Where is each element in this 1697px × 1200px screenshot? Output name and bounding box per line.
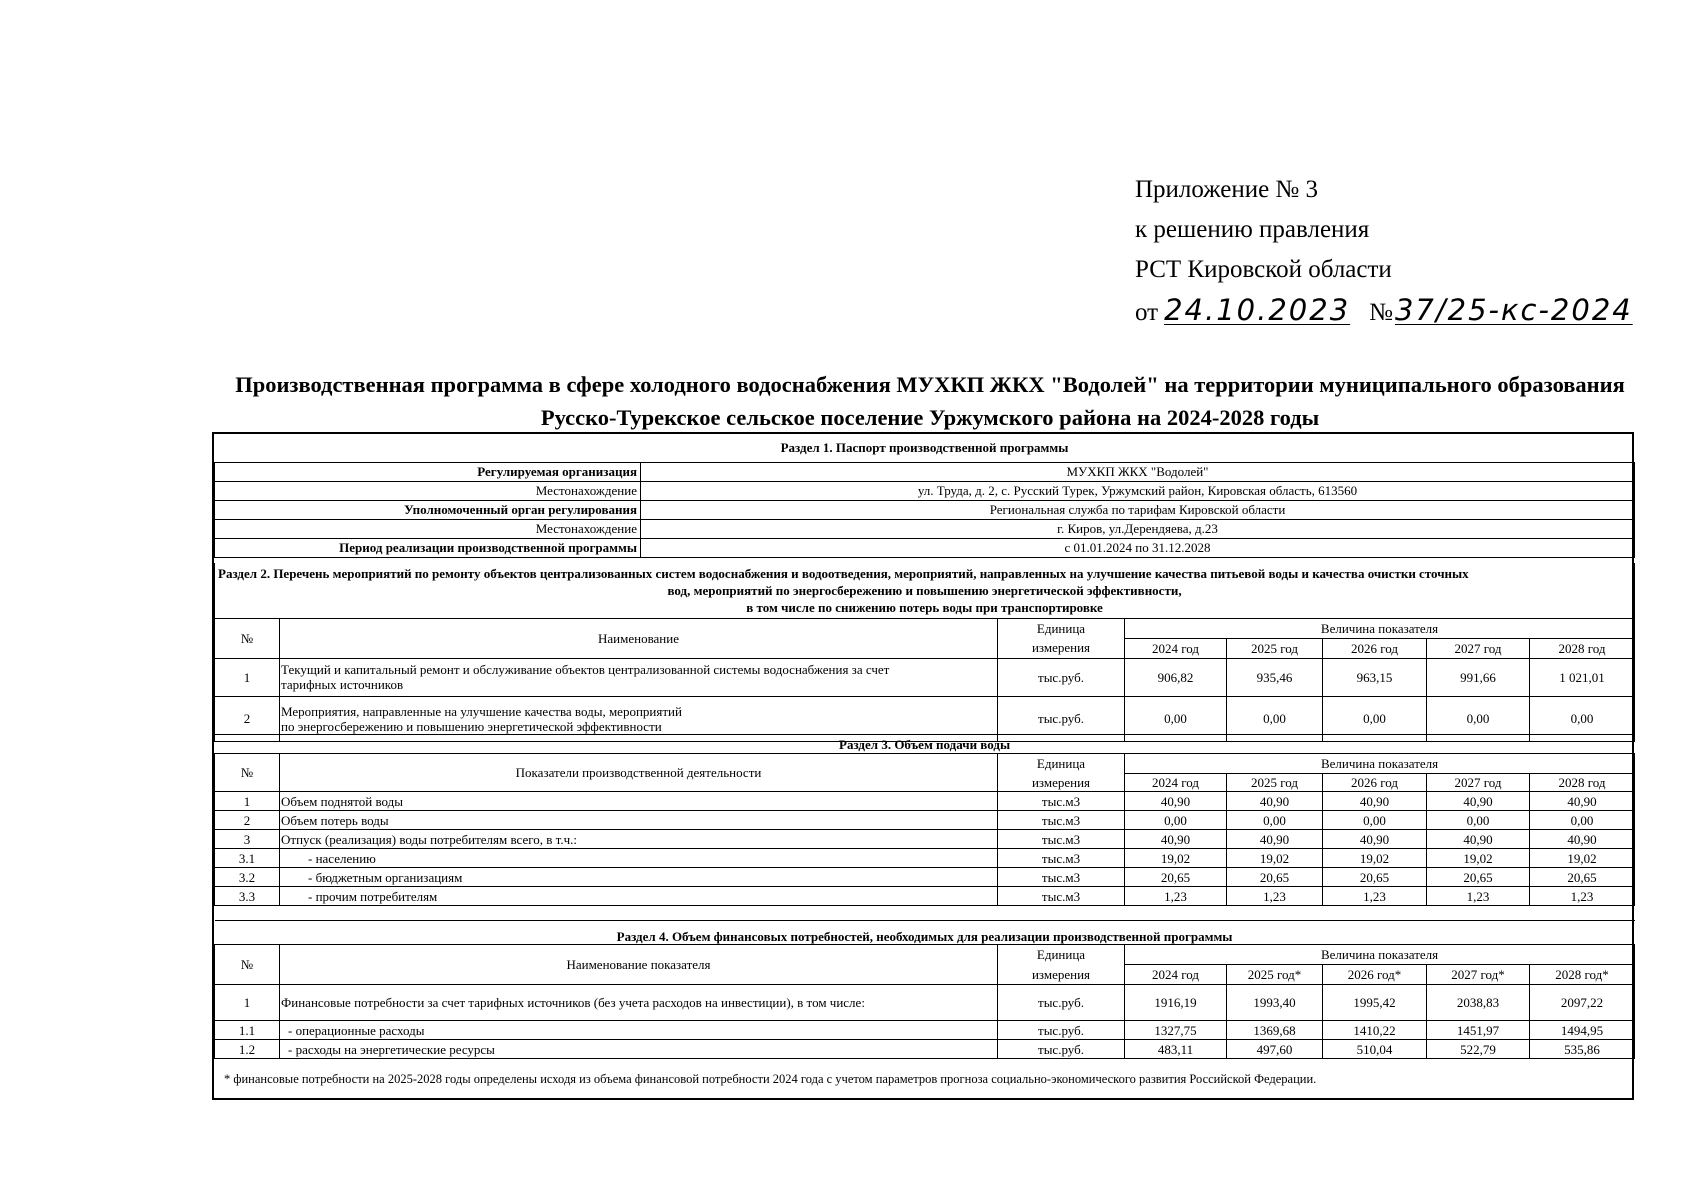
section2-year-header: 2026 год <box>1323 638 1427 658</box>
appendix-number: Приложение № 3 <box>1135 176 1319 203</box>
passport-row <box>215 519 1635 538</box>
supply-value: 0,00 <box>1427 811 1530 830</box>
passport-label: Регулируемая организация <box>215 462 641 481</box>
appendix-block <box>1135 170 1675 333</box>
supply-value: 40,90 <box>1427 830 1530 849</box>
section3-col-unit-1: Единица <box>998 754 1125 774</box>
section4-heading: Раздел 4. Объем финансовых потребностей, необходимых для реализации производственной программы <box>215 921 1635 945</box>
supply-name: - прочим потребителям <box>280 887 998 906</box>
measure-unit: тыс.руб. <box>998 696 1125 741</box>
finance-value: 1410,22 <box>1323 1021 1427 1040</box>
section3-supply-table <box>214 734 1635 906</box>
supply-row <box>215 792 1635 811</box>
supply-value: 1,23 <box>1427 887 1530 906</box>
finance-unit: тыс.руб. <box>998 1040 1125 1059</box>
measure-value: 0,00 <box>1125 696 1227 741</box>
finance-num: 1.1 <box>215 1021 280 1040</box>
section2-year-header: 2028 год <box>1530 638 1635 658</box>
supply-value: 40,90 <box>1323 830 1427 849</box>
document-title-line-1: Производственная программа в сфере холодного водоснабжения МУХКП ЖКХ "Водолей" на территории муниципального образования <box>235 372 1625 397</box>
section3-year-header: 2028 год <box>1530 774 1635 792</box>
measure-value: 0,00 <box>1427 696 1530 741</box>
finance-num: 1.2 <box>215 1040 280 1059</box>
supply-value: 1,23 <box>1530 887 1635 906</box>
supply-num: 3.2 <box>215 868 280 887</box>
finance-value: 1993,40 <box>1227 985 1323 1021</box>
section4-year-header: 2026 год* <box>1323 965 1427 985</box>
supply-value: 40,90 <box>1125 792 1227 811</box>
passport-row <box>215 538 1635 557</box>
supply-row <box>215 830 1635 849</box>
supply-num: 1 <box>215 792 280 811</box>
section4-col-num: № <box>215 945 280 985</box>
section2-col-value: Величина показателя <box>1125 618 1635 638</box>
supply-unit: тыс.м3 <box>998 868 1125 887</box>
supply-name: Объем потерь воды <box>280 811 998 830</box>
section2-year-header: 2027 год <box>1427 638 1530 658</box>
supply-row <box>215 887 1635 906</box>
measure-name <box>280 658 998 696</box>
finance-unit: тыс.руб. <box>998 1021 1125 1040</box>
appendix-decision: к решению правления <box>1135 216 1370 243</box>
measure-value: 991,66 <box>1427 658 1530 696</box>
passport-value: МУХКП ЖКХ "Водолей" <box>641 462 1635 481</box>
measure-name-line-1: Текущий и капитальный ремонт и обслуживание объектов централизованной системы водоснабжения за счет <box>281 662 890 677</box>
section4-col-unit-1: Единица <box>998 945 1125 965</box>
finance-value: 522,79 <box>1427 1040 1530 1059</box>
measure-name-line-2: тарифных источников <box>281 677 404 692</box>
section2-col-num: № <box>215 618 280 658</box>
number-label: № <box>1369 299 1393 326</box>
section4-finance-table <box>214 920 1635 1059</box>
finance-name: - операционные расходы <box>280 1021 998 1040</box>
supply-row <box>215 868 1635 887</box>
finance-value: 1327,75 <box>1125 1021 1227 1040</box>
finance-num: 1 <box>215 985 280 1021</box>
supply-value: 40,90 <box>1323 792 1427 811</box>
section2-year-header: 2024 год <box>1125 638 1227 658</box>
section3-col-unit-2: измерения <box>998 774 1125 792</box>
passport-row <box>215 500 1635 519</box>
measure-value: 0,00 <box>1530 696 1635 741</box>
finance-row <box>215 985 1635 1021</box>
section4-col-name: Наименование показателя <box>280 945 998 985</box>
passport-value: с 01.01.2024 по 31.12.2028 <box>641 538 1635 557</box>
supply-value: 20,65 <box>1323 868 1427 887</box>
finance-value: 1369,68 <box>1227 1021 1323 1040</box>
supply-value: 0,00 <box>1227 811 1323 830</box>
passport-label: Местонахождение <box>215 519 641 538</box>
supply-value: 1,23 <box>1323 887 1427 906</box>
finance-name: Финансовые потребности за счет тарифных источников (без учета расходов на инвестиции), в том числе: <box>280 985 998 1021</box>
finance-value: 2097,22 <box>1530 985 1635 1021</box>
finance-value: 1494,95 <box>1530 1021 1635 1040</box>
supply-unit: тыс.м3 <box>998 811 1125 830</box>
section3-year-header: 2025 год <box>1227 774 1323 792</box>
finance-value: 497,60 <box>1227 1040 1323 1059</box>
supply-num: 2 <box>215 811 280 830</box>
handwritten-number: 37/25-кс-2024 <box>1394 293 1633 327</box>
footnote: * финансовые потребности на 2025-2028 годы определены исходя из объема финансовой потребности 2024 года с учетом параметров прогноза социально-экономического развития Российской Федерации. <box>224 1072 1317 1086</box>
measure-value: 906,82 <box>1125 658 1227 696</box>
supply-value: 20,65 <box>1227 868 1323 887</box>
section2-heading-line-2: вод, мероприятий по энергосбережению и повышению энергетической эффективности, <box>667 582 1182 598</box>
supply-value: 19,02 <box>1530 849 1635 868</box>
finance-row <box>215 1040 1635 1059</box>
supply-value: 19,02 <box>1125 849 1227 868</box>
finance-unit: тыс.руб. <box>998 985 1125 1021</box>
passport-value: г. Киров, ул.Дерендяева, д.23 <box>641 519 1635 538</box>
section3-col-num: № <box>215 754 280 792</box>
passport-row <box>215 462 1635 481</box>
supply-unit: тыс.м3 <box>998 887 1125 906</box>
finance-value: 483,11 <box>1125 1040 1227 1059</box>
measure-num: 2 <box>215 696 280 741</box>
passport-label: Уполномоченный орган регулирования <box>215 500 641 519</box>
section4-col-unit-2: измерения <box>998 965 1125 985</box>
section3-heading: Раздел 3. Объем подачи воды <box>215 735 1635 754</box>
supply-unit: тыс.м3 <box>998 792 1125 811</box>
section2-year-header: 2025 год <box>1227 638 1323 658</box>
supply-value: 0,00 <box>1530 811 1635 830</box>
finance-value: 1995,42 <box>1323 985 1427 1021</box>
supply-num: 3.3 <box>215 887 280 906</box>
supply-row <box>215 811 1635 830</box>
finance-value: 510,04 <box>1323 1040 1427 1059</box>
section4-year-header: 2024 год <box>1125 965 1227 985</box>
supply-value: 40,90 <box>1530 792 1635 811</box>
supply-num: 3 <box>215 830 280 849</box>
supply-value: 40,90 <box>1227 792 1323 811</box>
handwritten-date: 24.10.2023 <box>1164 293 1351 327</box>
finance-name: - расходы на энергетические ресурсы <box>280 1040 998 1059</box>
finance-value: 535,86 <box>1530 1040 1635 1059</box>
supply-value: 40,90 <box>1530 830 1635 849</box>
passport-row <box>215 481 1635 500</box>
section2-heading-line-3: в том числе по снижению потерь воды при транспортировке <box>746 599 1103 615</box>
section4-col-value: Величина показателя <box>1125 945 1635 965</box>
supply-value: 19,02 <box>1227 849 1323 868</box>
supply-value: 1,23 <box>1227 887 1323 906</box>
section3-year-header: 2026 год <box>1323 774 1427 792</box>
supply-name: Объем поднятой воды <box>280 792 998 811</box>
section2-measures-table <box>214 563 1635 742</box>
section4-year-header: 2025 год* <box>1227 965 1323 985</box>
finance-value: 1916,19 <box>1125 985 1227 1021</box>
from-label: от <box>1135 299 1159 326</box>
supply-value: 20,65 <box>1125 868 1227 887</box>
measure-row <box>215 658 1635 696</box>
supply-value: 19,02 <box>1323 849 1427 868</box>
section4-year-header: 2028 год* <box>1530 965 1635 985</box>
supply-value: 1,23 <box>1125 887 1227 906</box>
section3-col-value: Величина показателя <box>1125 754 1635 774</box>
document-title-line-2: Русско-Турекское сельское поселение Уржумского района на 2024-2028 годы <box>540 405 1320 430</box>
section1-passport-table <box>214 434 1635 558</box>
finance-row <box>215 1021 1635 1040</box>
supply-value: 40,90 <box>1125 830 1227 849</box>
section3-year-header: 2024 год <box>1125 774 1227 792</box>
supply-unit: тыс.м3 <box>998 830 1125 849</box>
supply-row <box>215 849 1635 868</box>
measure-num: 1 <box>215 658 280 696</box>
appendix-signature-line <box>1135 290 1675 333</box>
document-title <box>205 368 1655 434</box>
section1-heading: Раздел 1. Паспорт производственной программы <box>215 434 1635 462</box>
supply-num: 3.1 <box>215 849 280 868</box>
measure-value: 1 021,01 <box>1530 658 1635 696</box>
section2-col-name: Наименование <box>280 618 998 658</box>
supply-value: 40,90 <box>1227 830 1323 849</box>
supply-value: 0,00 <box>1125 811 1227 830</box>
section3-col-name: Показатели производственной деятельности <box>280 754 998 792</box>
measure-name-line-2: по энергосбережению и повышению энергетической эффективности <box>281 718 662 734</box>
supply-name: - населению <box>280 849 998 868</box>
appendix-authority: РСТ Кировской области <box>1135 256 1392 283</box>
section2-heading <box>215 563 1635 618</box>
supply-value: 20,65 <box>1427 868 1530 887</box>
program-table-frame <box>212 432 1634 1100</box>
section2-col-unit-2: измерения <box>998 638 1125 658</box>
measure-value: 0,00 <box>1227 696 1323 741</box>
measure-value: 963,15 <box>1323 658 1427 696</box>
passport-label: Период реализации производственной программы <box>215 538 641 557</box>
passport-value: Региональная служба по тарифам Кировской области <box>641 500 1635 519</box>
passport-label: Местонахождение <box>215 481 641 500</box>
finance-value: 1451,97 <box>1427 1021 1530 1040</box>
section3-year-header: 2027 год <box>1427 774 1530 792</box>
supply-name: - бюджетным организациям <box>280 868 998 887</box>
section2-col-unit-1: Единица <box>998 618 1125 638</box>
passport-value: ул. Труда, д. 2, с. Русский Турек, Уржумский район, Кировская область, 613560 <box>641 481 1635 500</box>
supply-value: 40,90 <box>1427 792 1530 811</box>
section2-heading-line-1: Раздел 2. Перечень мероприятий по ремонту объектов централизованных систем водоснабжения и водоотведения, мероприятий, направленных на улучшение качества питьевой воды и качества очистки сточных <box>218 565 1469 581</box>
measure-name-line-1: Мероприятия, направленные на улучшение качества воды, мероприятий <box>281 703 682 719</box>
supply-name: Отпуск (реализация) воды потребителям всего, в т.ч.: <box>280 830 998 849</box>
supply-value: 0,00 <box>1323 811 1427 830</box>
finance-value: 2038,83 <box>1427 985 1530 1021</box>
section4-year-header: 2027 год* <box>1427 965 1530 985</box>
measure-value: 935,46 <box>1227 658 1323 696</box>
supply-unit: тыс.м3 <box>998 849 1125 868</box>
supply-value: 20,65 <box>1530 868 1635 887</box>
measure-unit: тыс.руб. <box>998 658 1125 696</box>
measure-value: 0,00 <box>1323 696 1427 741</box>
supply-value: 19,02 <box>1427 849 1530 868</box>
